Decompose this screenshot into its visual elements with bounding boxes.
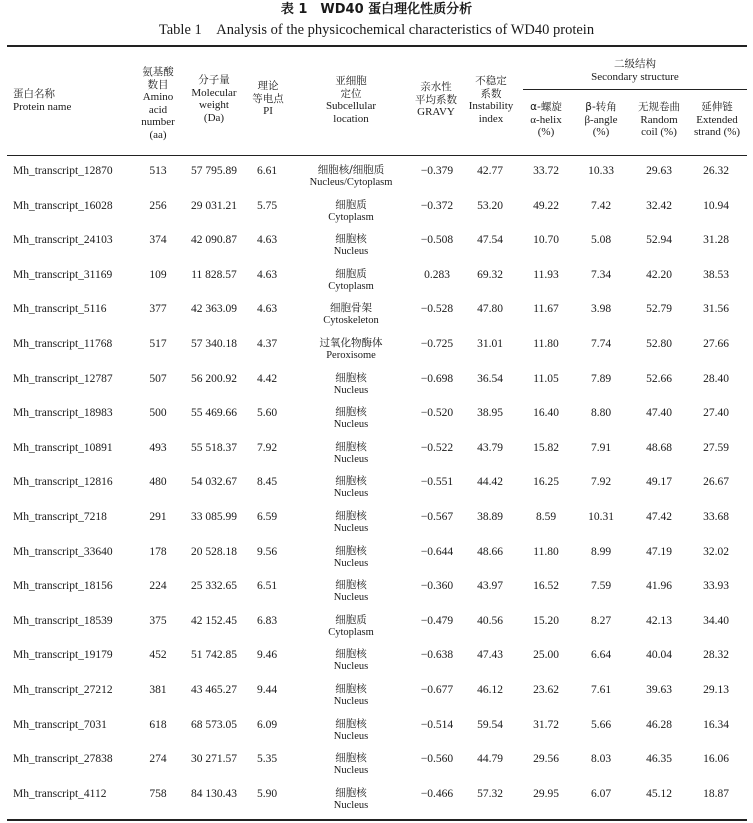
header-secondary-structure: 二级结构 Secondary structure [591, 58, 679, 83]
cell-pi: 5.90 [256, 787, 278, 800]
cell-protein-name: Mh_transcript_7218 [13, 511, 107, 523]
location-cn: 细胞核/细胞质 [317, 164, 385, 176]
cell-subcellular-location [296, 406, 406, 431]
secondary-structure-rule [523, 89, 747, 90]
cell-protein-name: Mh_transcript_27212 [13, 684, 113, 696]
cell-protein-name: Mh_transcript_4112 [13, 787, 107, 800]
cell-amino-acid-number: 618 [149, 718, 167, 731]
cell-protein-name: Mh_transcript_31169 [13, 268, 113, 281]
cell-pi: 4.42 [256, 372, 278, 385]
table-row [0, 545, 753, 579]
table-row [0, 268, 753, 302]
header-alpha-helix: α-螺旋 α-helix (%) [530, 101, 562, 138]
cell-molecular-weight: 51 742.85 [191, 649, 237, 662]
header-pi: 理论 等电点 PI [252, 80, 284, 117]
cell-random-coil: 49.17 [646, 476, 672, 489]
cell-instability-index: 36.54 [477, 372, 503, 385]
cell-protein-name: Mh_transcript_18983 [13, 407, 113, 420]
cell-gravy: −0.372 [420, 199, 454, 212]
location-en: Nucleus [333, 523, 369, 534]
cell-protein-name: Mh_transcript_18539 [13, 614, 113, 627]
cell-subcellular-location [296, 545, 406, 570]
cell-molecular-weight: 57 795.89 [191, 165, 237, 177]
cell-subcellular-location [296, 372, 406, 397]
cell-pi: 5.60 [256, 407, 278, 420]
header-random-coil: 无规卷曲 Random coil (%) [638, 101, 680, 138]
location-cn: 细胞质 [335, 613, 367, 626]
cell-extended-strand: 28.32 [703, 649, 729, 662]
location-cn: 过氧化物酶体 [319, 337, 383, 349]
cell-beta-angle: 10.31 [588, 511, 614, 523]
header-protein-name: 蛋白名称 Protein name [13, 88, 72, 113]
cell-beta-angle: 3.98 [590, 303, 612, 316]
cell-alpha-helix: 25.00 [533, 649, 559, 662]
cell-instability-index: 38.95 [477, 407, 503, 420]
top-rule [7, 45, 747, 47]
cell-random-coil: 47.40 [646, 407, 672, 420]
cell-molecular-weight: 42 363.09 [191, 303, 237, 316]
cell-alpha-helix: 31.72 [533, 718, 559, 731]
header-instability-index: 不稳定 系数 Instability index [468, 75, 514, 125]
cell-beta-angle: 7.91 [590, 441, 612, 454]
cell-instability-index: 53.20 [477, 199, 503, 212]
cell-gravy: −0.514 [420, 718, 454, 731]
cell-amino-acid-number: 178 [149, 545, 167, 558]
cell-subcellular-location [296, 199, 406, 224]
cell-beta-angle: 7.92 [590, 476, 612, 489]
cell-gravy: −0.379 [420, 165, 454, 177]
cell-pi: 6.61 [256, 165, 278, 177]
cell-gravy: −0.698 [420, 372, 454, 385]
table-row [0, 510, 753, 544]
location-cn: 细胞核 [335, 475, 367, 488]
cell-pi: 9.46 [256, 649, 278, 662]
cell-subcellular-location [296, 233, 406, 258]
cell-alpha-helix: 15.20 [533, 614, 559, 627]
cell-beta-angle: 7.61 [590, 684, 612, 696]
cell-gravy: −0.360 [420, 580, 454, 593]
cell-alpha-helix: 11.80 [533, 545, 559, 558]
cell-protein-name: Mh_transcript_33640 [13, 545, 113, 558]
cell-subcellular-location [296, 787, 406, 812]
cell-instability-index: 31.01 [477, 338, 503, 350]
cell-alpha-helix: 11.67 [533, 303, 559, 316]
header-extended-strand: 延伸链 Extended strand (%) [693, 101, 741, 138]
cell-extended-strand: 34.40 [703, 614, 729, 627]
location-en: Nucleus/Cytoplasm [309, 177, 393, 188]
cell-random-coil: 40.04 [646, 649, 672, 662]
cell-extended-strand: 33.93 [703, 580, 729, 593]
location-en: Peroxisome [326, 350, 376, 361]
cell-extended-strand: 10.94 [703, 199, 729, 212]
cell-alpha-helix: 16.25 [533, 476, 559, 489]
location-en: Cytoplasm [328, 626, 374, 638]
cell-pi: 4.37 [256, 338, 278, 350]
cell-amino-acid-number: 224 [149, 580, 167, 593]
location-cn: 细胞核 [335, 406, 367, 419]
table-row [0, 683, 753, 717]
location-cn: 细胞核 [335, 579, 367, 592]
table-row [0, 752, 753, 786]
table-title-cn: 表 1 WD40 蛋白理化性质分析 [280, 2, 473, 17]
header-amino-acid-number: 氨基酸 数目 Amino acid number (aa) [141, 66, 175, 141]
cell-random-coil: 52.80 [646, 338, 672, 350]
cell-subcellular-location [296, 510, 406, 535]
cell-molecular-weight: 57 340.18 [191, 338, 237, 350]
cell-gravy: −0.528 [420, 303, 454, 316]
cell-instability-index: 69.32 [477, 268, 503, 281]
cell-alpha-helix: 16.52 [533, 580, 559, 593]
cell-pi: 4.63 [256, 268, 278, 281]
location-cn: 细胞核 [335, 233, 367, 246]
cell-beta-angle: 5.08 [590, 234, 612, 247]
cell-alpha-helix: 8.59 [535, 511, 557, 523]
location-cn: 细胞质 [335, 267, 367, 280]
cell-instability-index: 43.79 [477, 441, 503, 454]
cell-random-coil: 47.42 [646, 511, 672, 523]
cell-alpha-helix: 49.22 [533, 199, 559, 212]
table-row [0, 199, 753, 233]
cell-random-coil: 29.63 [646, 165, 672, 177]
cell-instability-index: 46.12 [477, 684, 503, 696]
cell-protein-name: Mh_transcript_18156 [13, 580, 113, 593]
cell-amino-acid-number: 377 [149, 303, 167, 316]
location-en: Nucleus [333, 730, 369, 742]
location-cn: 细胞核 [335, 717, 367, 730]
cell-instability-index: 57.32 [477, 787, 503, 800]
cell-gravy: −0.551 [420, 476, 454, 489]
cell-amino-acid-number: 480 [149, 476, 167, 489]
cell-instability-index: 48.66 [477, 545, 503, 558]
cell-subcellular-location [296, 579, 406, 604]
cell-gravy: −0.725 [420, 338, 454, 350]
cell-molecular-weight: 68 573.05 [191, 718, 237, 731]
header-gravy: 亲水性 平均系数 GRAVY [415, 81, 457, 118]
cell-extended-strand: 26.32 [703, 165, 729, 177]
header-rule [7, 155, 747, 156]
cell-protein-name: Mh_transcript_12870 [13, 165, 113, 177]
cell-molecular-weight: 56 200.92 [191, 372, 237, 385]
cell-subcellular-location [296, 441, 406, 466]
cell-pi: 4.63 [256, 234, 278, 247]
location-cn: 细胞核 [335, 648, 367, 661]
cell-gravy: −0.567 [420, 511, 454, 523]
cell-molecular-weight: 43 465.27 [191, 684, 237, 696]
cell-alpha-helix: 11.80 [533, 338, 559, 350]
cell-alpha-helix: 33.72 [533, 165, 559, 177]
cell-gravy: −0.677 [420, 684, 454, 696]
cell-molecular-weight: 20 528.18 [191, 545, 237, 558]
location-cn: 细胞质 [335, 198, 367, 211]
location-en: Nucleus [333, 765, 369, 777]
cell-alpha-helix: 16.40 [533, 407, 559, 420]
cell-pi: 8.45 [256, 476, 278, 489]
cell-protein-name: Mh_transcript_24103 [13, 234, 113, 247]
cell-extended-strand: 33.68 [703, 511, 729, 523]
cell-molecular-weight: 55 469.66 [191, 407, 237, 420]
cell-extended-strand: 31.28 [703, 234, 729, 247]
cell-molecular-weight: 11 828.57 [191, 268, 237, 281]
cell-instability-index: 43.97 [477, 580, 503, 593]
cell-subcellular-location [296, 268, 406, 293]
cell-alpha-helix: 29.95 [533, 787, 559, 800]
location-cn: 细胞核 [335, 544, 367, 557]
cell-molecular-weight: 42 152.45 [191, 614, 237, 627]
cell-subcellular-location [296, 337, 406, 362]
location-en: Nucleus [333, 799, 369, 811]
cell-molecular-weight: 30 271.57 [191, 753, 237, 766]
cell-random-coil: 46.35 [646, 753, 672, 766]
cell-gravy: −0.508 [420, 234, 454, 247]
cell-beta-angle: 8.80 [590, 407, 612, 420]
cell-pi: 9.44 [256, 684, 278, 696]
location-en: Nucleus [333, 384, 369, 396]
cell-molecular-weight: 84 130.43 [191, 787, 237, 800]
cell-beta-angle: 6.07 [590, 787, 612, 800]
cell-extended-strand: 32.02 [703, 545, 729, 558]
table-row [0, 475, 753, 509]
cell-random-coil: 42.13 [646, 614, 672, 627]
cell-beta-angle: 7.42 [590, 199, 612, 212]
cell-amino-acid-number: 517 [149, 338, 167, 350]
location-en: Nucleus [333, 246, 369, 258]
cell-random-coil: 47.19 [646, 545, 672, 558]
cell-beta-angle: 7.59 [590, 580, 612, 593]
location-en: Nucleus [333, 488, 369, 500]
cell-amino-acid-number: 291 [149, 511, 167, 523]
cell-alpha-helix: 23.62 [533, 684, 559, 696]
location-cn: 细胞骨架 [330, 302, 372, 315]
cell-protein-name: Mh_transcript_16028 [13, 199, 113, 212]
cell-pi: 7.92 [256, 441, 278, 454]
cell-protein-name: Mh_transcript_5116 [13, 303, 107, 316]
table-row [0, 302, 753, 336]
cell-alpha-helix: 11.93 [533, 268, 559, 281]
cell-protein-name: Mh_transcript_27838 [13, 753, 113, 766]
cell-subcellular-location [296, 614, 406, 639]
cell-random-coil: 52.94 [646, 234, 672, 247]
cell-amino-acid-number: 274 [149, 753, 167, 766]
cell-extended-strand: 18.87 [703, 787, 729, 800]
table-row [0, 579, 753, 613]
table-row [0, 441, 753, 475]
cell-alpha-helix: 15.82 [533, 441, 559, 454]
cell-gravy: −0.520 [420, 407, 454, 420]
table-row [0, 372, 753, 406]
cell-gravy: −0.644 [420, 545, 454, 558]
cell-subcellular-location [296, 752, 406, 777]
cell-pi: 6.51 [256, 580, 278, 593]
cell-molecular-weight: 54 032.67 [191, 476, 237, 489]
cell-beta-angle: 7.89 [590, 372, 612, 385]
cell-molecular-weight: 29 031.21 [191, 199, 237, 212]
cell-instability-index: 40.56 [477, 614, 503, 627]
cell-amino-acid-number: 507 [149, 372, 167, 385]
cell-instability-index: 42.77 [477, 165, 503, 177]
cell-extended-strand: 28.40 [703, 372, 729, 385]
cell-random-coil: 46.28 [646, 718, 672, 731]
table-title-en: Table 1 Analysis of the physicochemical characteristics of WD40 protein [158, 22, 595, 38]
cell-gravy: −0.638 [420, 649, 454, 662]
header-subcellular-location: 亚细胞 定位 Subcellular location [325, 75, 377, 125]
cell-molecular-weight: 55 518.37 [191, 441, 237, 454]
cell-extended-strand: 16.06 [703, 753, 729, 766]
cell-pi: 6.83 [256, 614, 278, 627]
location-en: Nucleus [333, 453, 369, 465]
location-cn: 细胞核 [335, 371, 367, 384]
cell-random-coil: 42.20 [646, 268, 672, 281]
cell-pi: 6.09 [256, 718, 278, 731]
cell-subcellular-location [296, 683, 406, 708]
cell-beta-angle: 8.99 [590, 545, 612, 558]
table-row [0, 718, 753, 752]
location-en: Nucleus [333, 696, 369, 707]
location-en: Nucleus [333, 557, 369, 569]
location-en: Cytoskeleton [323, 315, 379, 327]
cell-protein-name: Mh_transcript_11768 [13, 338, 113, 350]
cell-random-coil: 52.66 [646, 372, 672, 385]
cell-pi: 9.56 [256, 545, 278, 558]
header-molecular-weight: 分子量 Molecular weight (Da) [191, 74, 237, 124]
cell-random-coil: 45.12 [646, 787, 672, 800]
cell-random-coil: 32.42 [646, 199, 672, 212]
cell-amino-acid-number: 256 [149, 199, 167, 212]
cell-instability-index: 44.42 [477, 476, 503, 489]
cell-gravy: −0.522 [420, 441, 454, 454]
cell-beta-angle: 6.64 [590, 649, 612, 662]
cell-instability-index: 38.89 [477, 511, 503, 523]
location-en: Cytoplasm [328, 211, 374, 223]
cell-pi: 4.63 [256, 303, 278, 316]
cell-molecular-weight: 33 085.99 [191, 511, 237, 523]
cell-amino-acid-number: 513 [149, 165, 167, 177]
cell-extended-strand: 29.13 [703, 684, 729, 696]
location-cn: 细胞核 [335, 510, 367, 522]
cell-extended-strand: 31.56 [703, 303, 729, 316]
location-en: Cytoplasm [328, 280, 374, 292]
cell-beta-angle: 5.66 [590, 718, 612, 731]
cell-instability-index: 47.80 [477, 303, 503, 316]
table-row [0, 648, 753, 682]
location-cn: 细胞核 [335, 752, 367, 765]
cell-beta-angle: 10.33 [588, 165, 614, 177]
table-row [0, 337, 753, 371]
location-cn: 细胞核 [335, 683, 367, 695]
cell-random-coil: 48.68 [646, 441, 672, 454]
cell-beta-angle: 8.03 [590, 753, 612, 766]
cell-alpha-helix: 11.05 [533, 372, 559, 385]
cell-gravy: −0.479 [420, 614, 454, 627]
cell-protein-name: Mh_transcript_7031 [13, 718, 107, 731]
cell-beta-angle: 7.74 [590, 338, 612, 350]
cell-beta-angle: 8.27 [590, 614, 612, 627]
table-row [0, 164, 753, 198]
cell-subcellular-location [296, 475, 406, 500]
cell-extended-strand: 16.34 [703, 718, 729, 731]
cell-alpha-helix: 29.56 [533, 753, 559, 766]
location-en: Nucleus [333, 419, 369, 431]
cell-protein-name: Mh_transcript_12816 [13, 476, 113, 489]
cell-beta-angle: 7.34 [590, 268, 612, 281]
cell-molecular-weight: 42 090.87 [191, 234, 237, 247]
cell-subcellular-location [296, 648, 406, 673]
cell-subcellular-location [296, 302, 406, 327]
table-row [0, 233, 753, 267]
cell-extended-strand: 27.40 [703, 407, 729, 420]
cell-molecular-weight: 25 332.65 [191, 580, 237, 593]
cell-protein-name: Mh_transcript_10891 [13, 441, 113, 454]
cell-protein-name: Mh_transcript_12787 [13, 372, 113, 385]
cell-pi: 5.75 [256, 199, 278, 212]
cell-amino-acid-number: 452 [149, 649, 167, 662]
location-en: Nucleus [333, 592, 369, 604]
cell-amino-acid-number: 109 [149, 268, 167, 281]
cell-amino-acid-number: 375 [149, 614, 167, 627]
location-cn: 细胞核 [335, 440, 367, 453]
header-beta-angle: β-转角 β-angle (%) [584, 101, 618, 138]
cell-amino-acid-number: 758 [149, 787, 167, 800]
location-en: Nucleus [333, 661, 369, 673]
cell-extended-strand: 26.67 [703, 476, 729, 489]
cell-pi: 6.59 [256, 511, 278, 523]
cell-alpha-helix: 10.70 [533, 234, 559, 247]
cell-amino-acid-number: 381 [149, 684, 167, 696]
cell-instability-index: 59.54 [477, 718, 503, 731]
table-row [0, 614, 753, 648]
cell-subcellular-location [296, 718, 406, 743]
cell-random-coil: 41.96 [646, 580, 672, 593]
cell-subcellular-location [296, 164, 406, 189]
table-row [0, 787, 753, 821]
table-row [0, 406, 753, 440]
cell-amino-acid-number: 374 [149, 234, 167, 247]
cell-protein-name: Mh_transcript_19179 [13, 649, 113, 662]
cell-gravy: −0.466 [420, 787, 454, 800]
cell-amino-acid-number: 500 [149, 407, 167, 420]
cell-random-coil: 39.63 [646, 684, 672, 696]
cell-instability-index: 44.79 [477, 753, 503, 766]
cell-gravy: 0.283 [424, 268, 450, 281]
cell-instability-index: 47.43 [477, 649, 503, 662]
cell-gravy: −0.560 [420, 753, 454, 766]
cell-pi: 5.35 [256, 753, 278, 766]
cell-extended-strand: 27.66 [703, 338, 729, 350]
cell-extended-strand: 38.53 [703, 268, 729, 281]
cell-extended-strand: 27.59 [703, 441, 729, 454]
location-cn: 细胞核 [335, 786, 367, 799]
cell-amino-acid-number: 493 [149, 441, 167, 454]
cell-random-coil: 52.79 [646, 303, 672, 316]
cell-instability-index: 47.54 [477, 234, 503, 247]
